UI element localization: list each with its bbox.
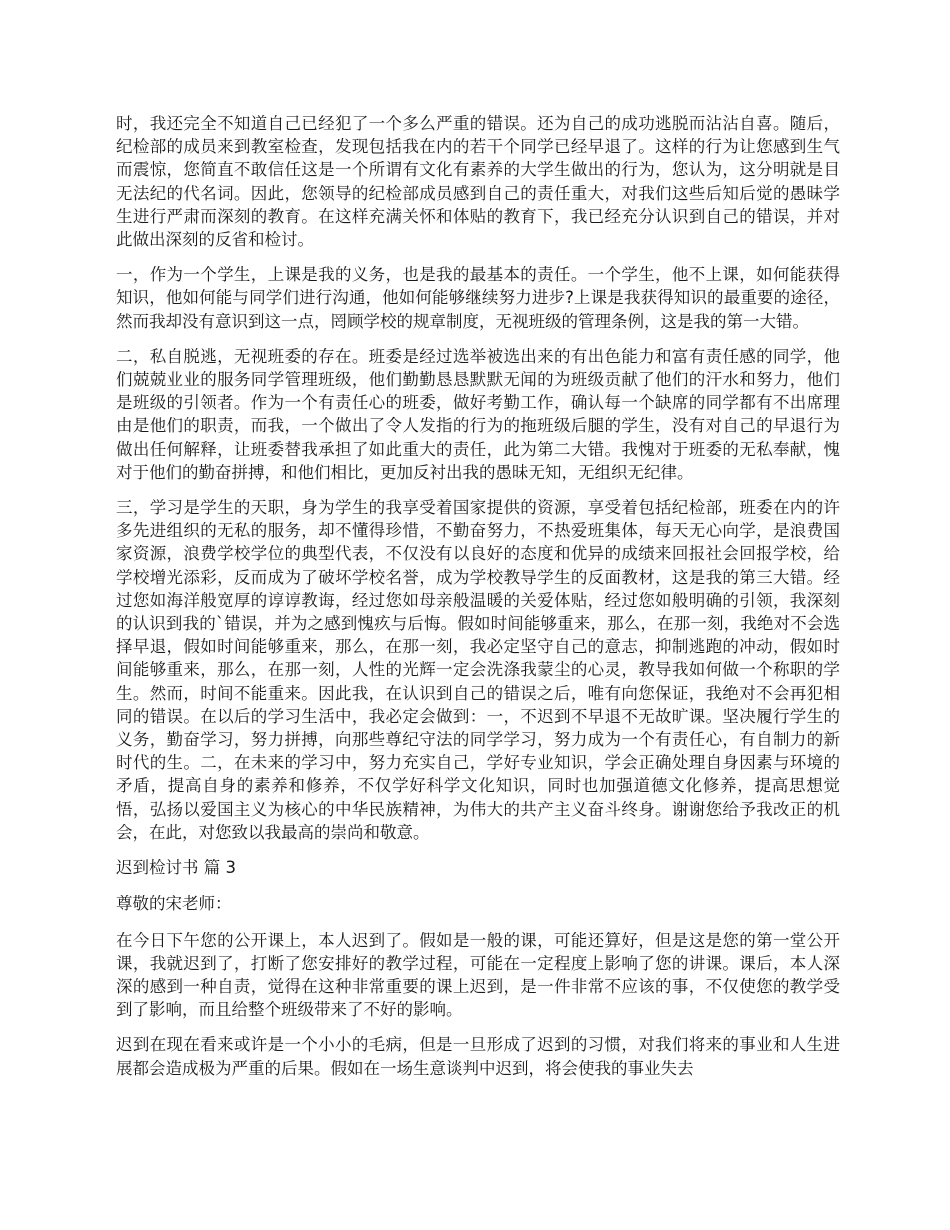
salutation: 尊敬的宋老师： bbox=[116, 894, 232, 914]
paragraph-third-mistake: 三，学习是学生的天职，身为学生的我享受着国家提供的资源，享受着包括纪检部，班委在内的许多先进组织的无私的服务，却不懂得珍惜，不勤奋努力，不热爱班集体，每天无心向学，是浪费国家资源，浪费学校学位的典型代表，不仅没有以良好的态度和优异的成绩来回报社会回报学校，给学校增光添彩，反而成为了破坏学校名誉，成为学校教导学生的反面教材，这是我的第三大错。经过您如海洋般宽厚的谆谆教诲，经过您如母亲般温暖的关爱体贴，经过您如般明确的引领，我深刻的认识到我的`错误，并为之感到愧疚与后悔。假如时间能够重来，那么，在那一刻，我绝对不会选择早退，假如时间能够重来，那么，在那一刻，我必定坚守自己的意志，抑制逃跑的冲动，假如时间能够重来，那么，在那一刻，人性的光辉一定会洗涤我蒙尘的心灵，教导我如何做一个称职的学生。然而，时间不能重来。因此我，在认识到自己的错误之后，唯有向您保证，我绝对不会再犯相同的错误。在以后的学习生活中，我必定会做到：一，不迟到不早退不无故旷课。坚决履行学生的义务，勤奋学习，努力拼搏，向那些尊纪守法的同学学习，努力成为一个有责任心，有自制力的新时代的生。二，在未来的学习中，努力充实自己，学好专业知识，学会正确处理自身因素与环境的矛盾，提高自身的素养和修养，不仅学好科学文化知识，同时也加强道德文化修养，提高思想觉悟，弘扬以爱国主义为核心的中华民族精神，为伟大的共产主义奋斗终身。谢谢您给予我改正的机会，在此，对您致以我最高的崇尚和敬意。 bbox=[116, 498, 840, 842]
paragraph-late-consequence: 迟到在现在看来或许是一个小小的毛病，但是一旦形成了迟到的习惯，对我们将来的事业和人生进展都会造成极为严重的后果。假如在一场生意谈判中迟到，将会使我的事业失去 bbox=[116, 1035, 840, 1078]
document-body bbox=[116, 112, 840, 1092]
paragraph-first-mistake: 一，作为一个学生，上课是我的义务，也是我的最基本的责任。一个学生，他不上课，如何能获得知识，他如何能与同学们进行沟通，他如何能够继续努力进步?上课是我获得知识的最重要的途径，然而我却没有意识到这一点，罔顾学校的规章制度，无视班级的管理条例，这是我的第一大错。 bbox=[116, 265, 840, 331]
section-heading: 迟到检讨书 篇 3 bbox=[116, 858, 236, 878]
paragraph-late-class: 在今日下午您的公开课上，本人迟到了。假如是一般的课，可能还算好，但是这是您的第一堂公开课，我就迟到了，打断了您安排好的教学过程，可能在一定程度上影响了您的讲课。课后，本人深深的感到一种自责，觉得在这种非常重要的课上迟到，是一件非常不应该的事，不仅使您的教学受到了影响，而且给整个班级带来了不好的影响。 bbox=[116, 930, 840, 1020]
paragraph-second-mistake: 二，私自脱逃，无视班委的存在。班委是经过选举被选出来的有出色能力和富有责任感的同学，他们兢兢业业的服务同学管理班级，他们勤勤恳恳默默无闻的为班级贡献了他们的汗水和努力，他们是班级的引领者。作为一个有责任心的班委，做好考勤工作，确认每一个缺席的同学都有不出席理由是他们的职责，而我，一个做出了令人发指的行为的拖班级后腿的学生，没有对自己的早退行为做出任何解释，让班委替我承担了如此重大的责任，此为第二大错。我愧对于班委的无私奉献，愧对于他们的勤奋拼搏，和他们相比，更加反衬出我的愚昧无知，无组织无纪律。 bbox=[116, 346, 840, 482]
paragraph-intro: 时，我还完全不知道自己已经犯了一个多么严重的错误。还为自己的成功逃脱而沾沾自喜。随后，纪检部的成员来到教室检查，发现包括我在内的若干个同学已经早退了。这样的行为让您感到生气而震惊，您简直不敢信任这是一个所谓有文化有素养的大学生做出的行为，您认为，这分明就是目无法纪的代名词。因此，您领导的纪检部成员感到自己的责任重大，对我们这些后知后觉的愚昧学生进行严肃而深刻的教育。在这样充满关怀和体贴的教育下，我已经充分认识到自己的错误，并对此做出深刻的反省和检讨。 bbox=[116, 114, 840, 250]
